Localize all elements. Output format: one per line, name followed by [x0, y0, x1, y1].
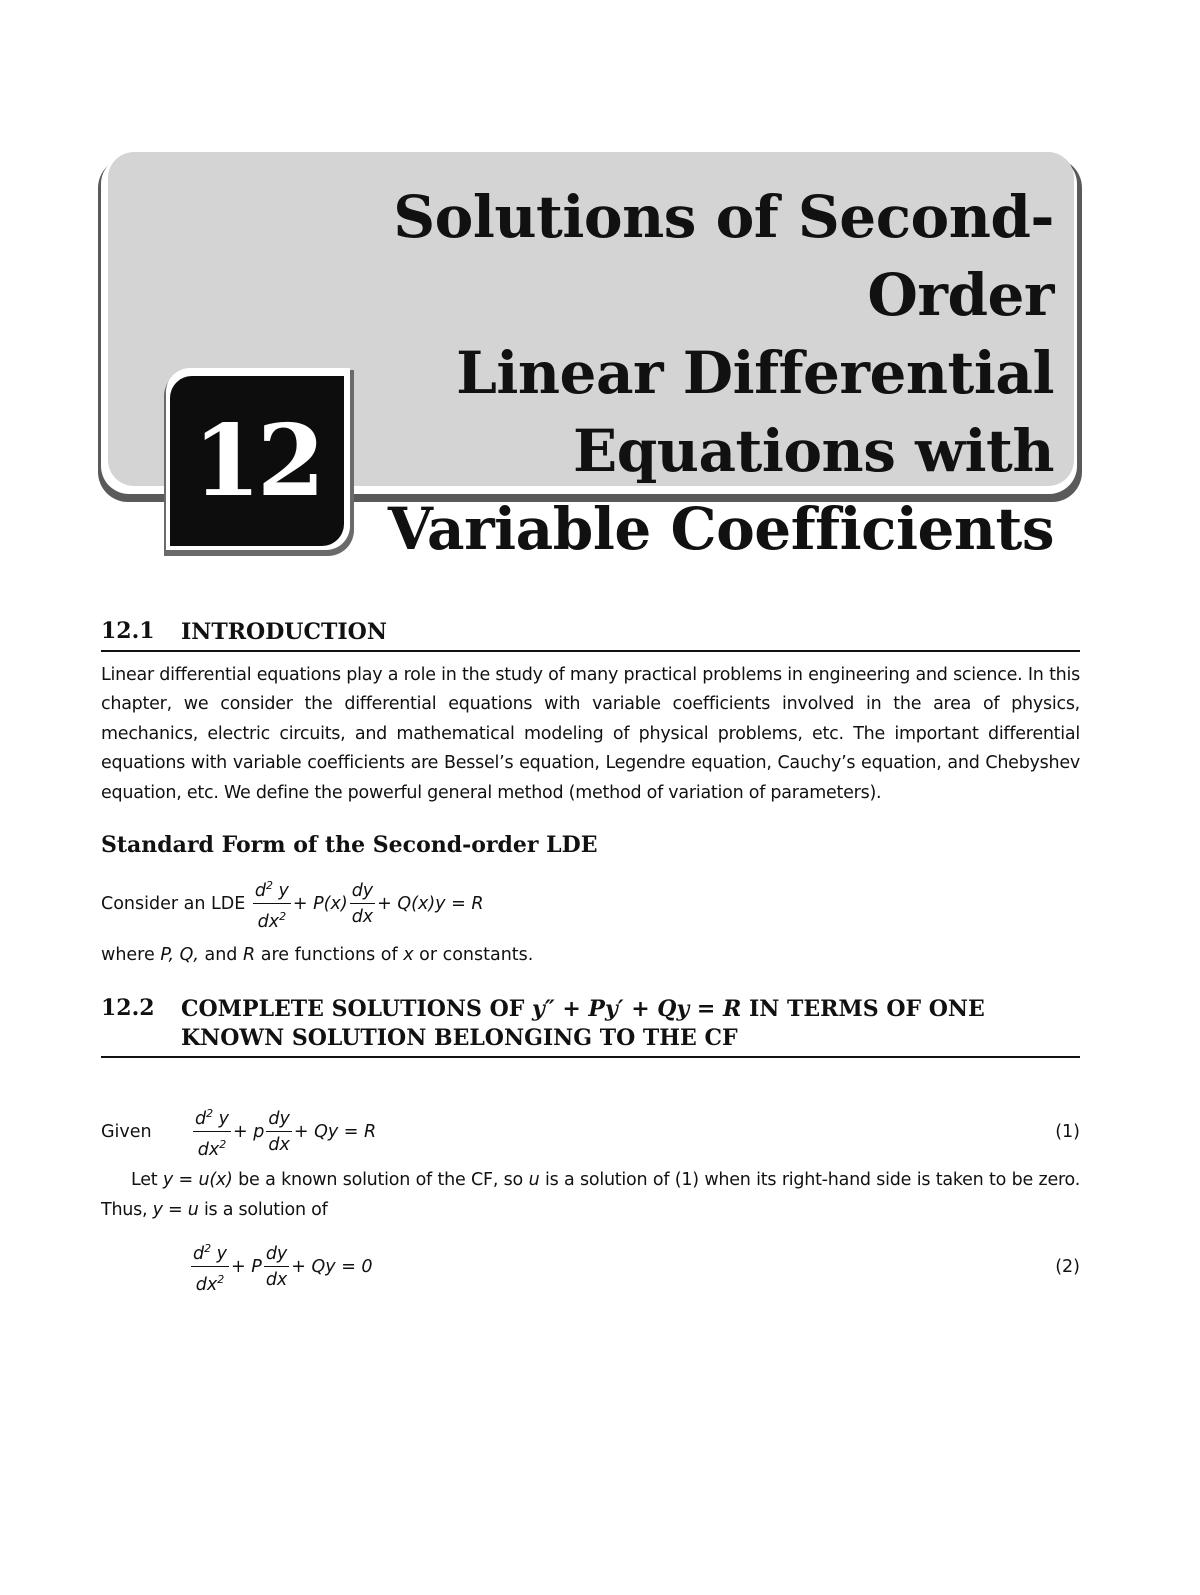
- equation-number: (1): [1055, 1122, 1080, 1143]
- fraction: $\frac{dy}{dx}$: [268, 1108, 290, 1155]
- fraction: $\frac{d^2 y}{dx^2}$: [193, 1102, 231, 1163]
- chapter-title-line: Equations with: [573, 417, 1054, 485]
- equation-term: + Q(x)y = R: [377, 894, 484, 915]
- given-label: Given: [101, 1122, 152, 1143]
- body-paragraph: Let y = u(x) be a known solution of the CF, so u is a solution of (1) when its right-hand side is taken to be zero. Thus, y = u is a solution of: [101, 1170, 1081, 1220]
- subsection-heading: Standard Form of the Second-order LDE: [101, 832, 598, 859]
- page-content: [101, 618, 1080, 1298]
- section-number: 12.1: [101, 618, 155, 644]
- equation-number: (2): [1055, 1257, 1080, 1278]
- section-heading: [101, 618, 1080, 652]
- chapter-number: 12: [170, 376, 344, 546]
- chapter-title-line: Variable Coefficients: [387, 495, 1054, 563]
- chapter-title-line: Solutions of Second-Order: [393, 183, 1054, 329]
- equation-2-row: $\frac{d^2 y}{dx^2}$ + P $\frac{dy}{dx}$ + Qy = 0 (2): [101, 1237, 1080, 1298]
- chapter-title-line: Linear Differential: [456, 339, 1054, 407]
- fraction: $\frac{d^2 y}{dx^2}$: [191, 1237, 229, 1298]
- fraction: $\frac{dy}{dx}$: [265, 1243, 288, 1290]
- section-title: INTRODUCTION: [181, 619, 387, 645]
- equation-1-row: Given $\frac{d^2 y}{dx^2}$ + p $\frac{dy}{dx}$ + Qy = R (1): [101, 1102, 1080, 1163]
- standard-form-lead: Consider an LDE: [101, 894, 246, 915]
- intro-paragraph: Linear differential equations play a role in the study of many practical problems in engineering and science. In this chapter, we consider the differential equations with variable coefficients involved in the area of physics, mechanics, electric circuits, and mathematical modeling of physical problems, etc. The important differential equations with variable coefficients are Bessel’s equation, Legendre equation, Cauchy’s equation, and Chebyshev equation, etc. We define the powerful general method (method of variation of parameters).: [101, 665, 1080, 803]
- equation-term: + P(x): [292, 894, 348, 915]
- fraction: $\frac{dy}{dx}$: [351, 880, 374, 927]
- section-number: 12.2: [101, 994, 155, 1021]
- where-line: where P, Q, and R are functions of x or constants.: [101, 944, 534, 965]
- section-title: COMPLETE SOLUTIONS OF y″ + Py′ + Qy = R IN TERMS OF ONE KNOWN SOLUTION BELONGING TO THE CF: [181, 995, 985, 1051]
- chapter-title: [234, 178, 1054, 568]
- section-heading: [101, 995, 1080, 1058]
- fraction: $\frac{d^2 y}{dx^2}$: [253, 874, 291, 935]
- standard-form-line: [101, 874, 1080, 935]
